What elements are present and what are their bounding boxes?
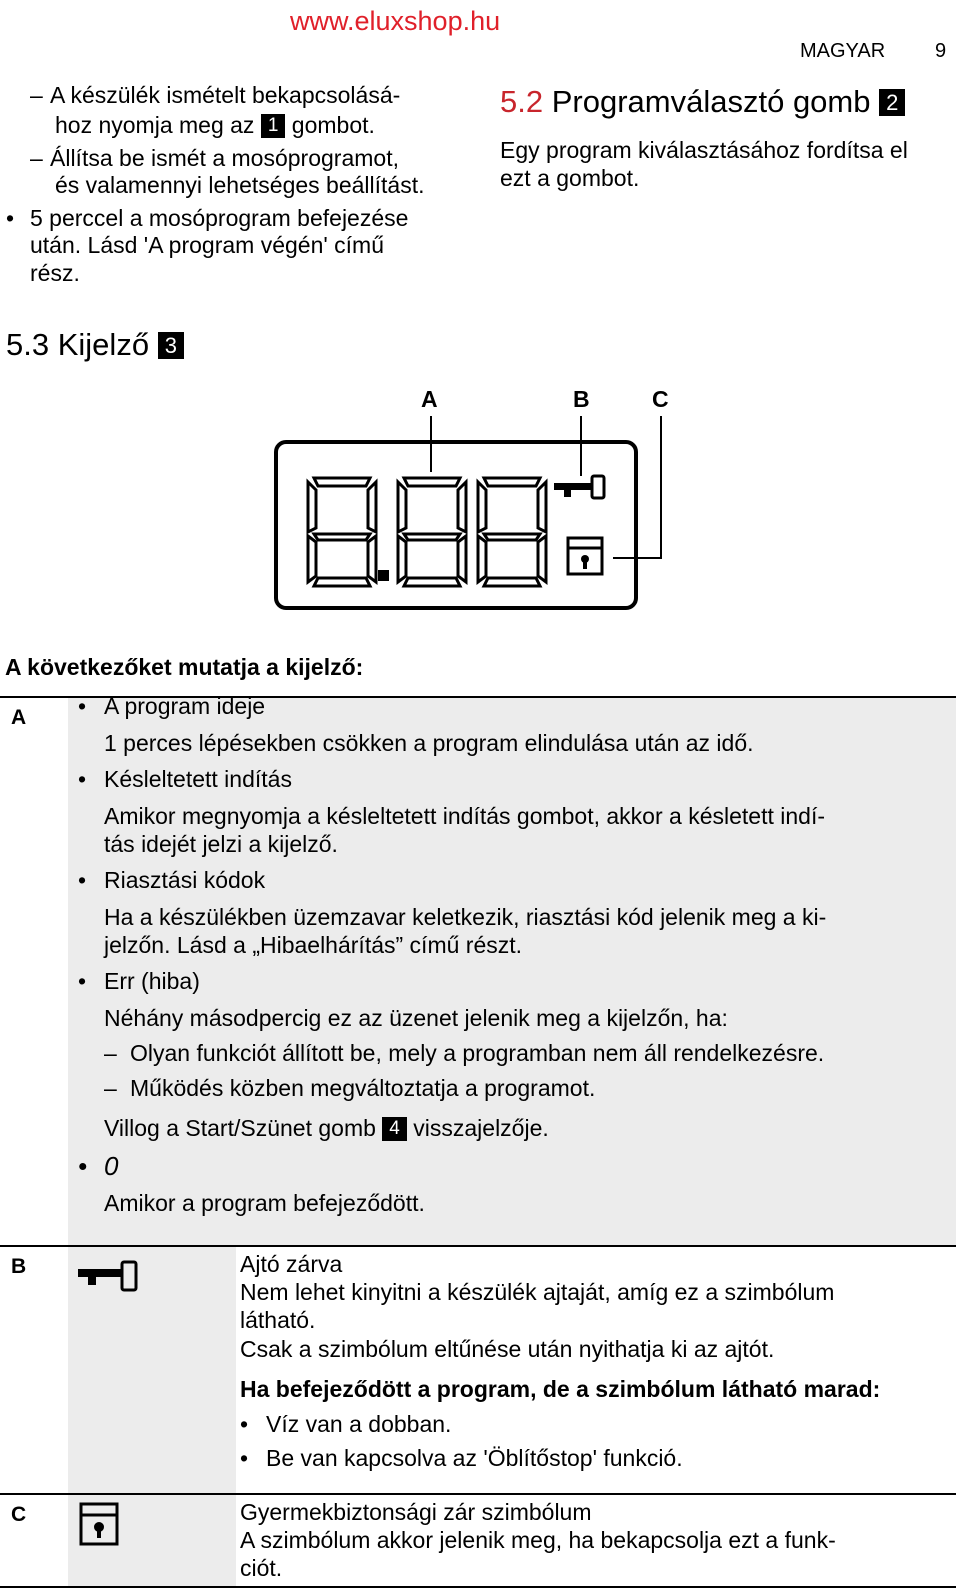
table-row-c <box>0 1493 956 1588</box>
dash-item-2: – Állítsa be ismét a mosóprogramot, <box>30 145 399 171</box>
diagram-label-a: A <box>421 386 438 412</box>
key-icon <box>554 476 604 498</box>
a-item-4-title: • Err (hiba) <box>104 966 200 996</box>
b-desc-line1: Nem lehet kinyitni a készülék ajtaját, amíg ez a szimbólum <box>240 1279 835 1305</box>
button-badge-4: 4 <box>382 1117 407 1141</box>
b-bold-note: Ha befejeződött a program, de a szimbólum látható marad: <box>240 1376 881 1402</box>
b-bullet-2: • Be van kapcsolva az 'Öblítőstop' funkció. <box>240 1445 683 1471</box>
bullet-line3: rész. <box>30 260 80 286</box>
decimal-point-icon <box>378 570 389 581</box>
dash-item-2-line2: és valamennyi lehetséges beállítást. <box>55 172 425 198</box>
b-title: Ajtó zárva <box>240 1251 343 1277</box>
language-label: MAGYAR <box>800 40 886 62</box>
diagram-label-b: B <box>573 386 590 412</box>
row-letter-b: B <box>11 1255 27 1278</box>
table-row-b <box>0 1245 956 1495</box>
zero-desc: Amikor a program befejeződött. <box>104 1190 425 1216</box>
child-lock-icon <box>78 1501 122 1549</box>
a-item-1-title: • A program ideje <box>104 691 265 721</box>
section-5-3-heading <box>6 327 184 363</box>
website-url[interactable]: www.eluxshop.hu <box>290 6 501 36</box>
child-lock-icon <box>568 538 602 574</box>
a-item-2-desc-line2: tás idejét jelzi a kijelző. <box>104 831 338 857</box>
dash-item-2-line1: Állítsa be ismét a mosóprogramot, <box>50 145 399 171</box>
flash-pre: Villog a Start/Szünet gomb <box>104 1115 376 1141</box>
err-dash-1-text: Olyan funkciót állított be, mely a programban nem áll rendelkezésre. <box>130 1040 825 1066</box>
a-item-3-desc-line2: jelzőn. Lásd a „Hibaelhárítás” című részt. <box>104 932 523 958</box>
page-number: 9 <box>935 40 947 62</box>
section-5-2-heading <box>500 84 905 120</box>
key-icon <box>78 1259 144 1295</box>
section-5-2-text-line1: Egy program kiválasztásához fordítsa el <box>500 137 908 163</box>
a-item-3-desc-line1: Ha a készülékben üzemzavar keletkezik, riasztási kód jelenik meg a ki- <box>104 904 827 930</box>
section-5-3-number: 5.3 <box>6 327 50 362</box>
button-badge-3: 3 <box>158 332 184 359</box>
table-row-a <box>0 693 956 1247</box>
dash-item-1-line2 <box>55 110 375 140</box>
section-5-2-number: 5.2 <box>500 84 544 119</box>
bullet-line2: után. Lásd 'A program végén' című <box>30 232 384 258</box>
c-title: Gyermekbiztonsági zár szimbólum <box>240 1499 592 1525</box>
display-subheading: A következőket mutatja a kijelző: <box>5 654 364 680</box>
b-desc-line3: Csak a szimbólum eltűnése után nyithatja ki az ajtót. <box>240 1336 775 1362</box>
section-5-3-title: Kijelző <box>57 327 150 362</box>
a-item-2-title: • Késleltetett indítás <box>104 764 292 794</box>
a-item-2-desc-line1: Amikor megnyomja a késleltetett indítás gombot, akkor a késletett indí- <box>104 803 825 829</box>
dash-item-1-post: gombot. <box>291 112 375 138</box>
row-letter-c: C <box>11 1503 27 1526</box>
a-item-4-desc: Néhány másodpercig ez az üzenet jelenik meg a kijelzőn, ha: <box>104 1005 728 1031</box>
flash-line <box>104 1113 549 1143</box>
digit-3-icon <box>478 478 546 586</box>
c-desc-line2: ciót. <box>240 1555 283 1581</box>
flash-post: visszajelzője. <box>413 1115 549 1141</box>
bullet-item: • 5 perccel a mosóprogram befejezése <box>6 205 409 231</box>
a-item-1-desc: 1 perces lépésekben csökken a program elindulása után az idő. <box>104 730 754 756</box>
digit-1-icon <box>308 478 376 586</box>
dash-item-1: – A készülék ismételt bekapcsolásá- <box>30 82 401 108</box>
section-5-2-title: Programválasztó gomb <box>551 84 871 119</box>
a-item-3-title: • Riasztási kódok <box>104 865 265 895</box>
c-desc-line1: A szimbólum akkor jelenik meg, ha bekapcsolja ezt a funk- <box>240 1527 836 1553</box>
bullet-line1: 5 perccel a mosóprogram befejezése <box>30 205 409 231</box>
err-dash-2: – Működés közben megváltoztatja a programot. <box>104 1075 596 1101</box>
err-dash-2-text: Működés közben megváltoztatja a programot. <box>130 1075 596 1101</box>
dash-item-1-line1: A készülék ismételt bekapcsolásá- <box>50 82 401 108</box>
diagram-label-c: C <box>652 386 669 412</box>
section-5-2-text-line2: ezt a gombot. <box>500 165 640 191</box>
b-desc-line2: látható. <box>240 1307 316 1333</box>
dash-item-1-pre: hoz nyomja meg az <box>55 112 255 138</box>
button-badge-1: 1 <box>261 114 286 138</box>
b-bullet-2-text: Be van kapcsolva az 'Öblítőstop' funkció. <box>266 1445 683 1471</box>
row-letter-a: A <box>11 706 27 729</box>
b-bullet-1: • Víz van a dobban. <box>240 1411 452 1437</box>
zero-display-symbol: • 0 <box>104 1151 118 1181</box>
err-dash-1: – Olyan funkciót állított be, mely a programban nem áll rendelkezésre. <box>104 1040 825 1066</box>
digit-2-icon <box>398 478 466 586</box>
display-diagram <box>270 410 690 620</box>
button-badge-2: 2 <box>879 89 905 116</box>
b-bullet-1-text: Víz van a dobban. <box>266 1411 452 1437</box>
